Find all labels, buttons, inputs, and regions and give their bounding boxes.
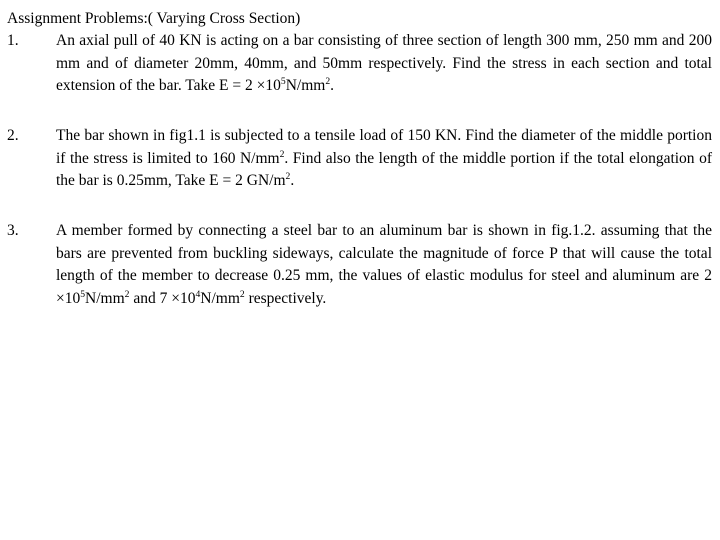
superscript-exponent: 2 [285, 171, 291, 183]
superscript-exponent: 2 [239, 288, 245, 300]
problem-text-segment: A member formed by connecting a steel bar to an aluminum bar is shown in fig.1.2. assuming that the bars are prevented from buckling sideways, calculate the magnitude of force P that will cause the total length of the member to decrease 0.25 mm, the values of elastic modulus for steel and aluminum are 2 ×10 [56, 222, 712, 307]
problem-text-segment: An axial pull of 40 KN is acting on a bar consisting of three section of length 300 mm, 250 mm and 200 mm and of diameter 20mm, 40mm, and 50mm respectively. Find the stress in each section and total extension of the bar. Take E = 2 ×10 [56, 32, 712, 94]
problem-text [56, 125, 712, 193]
superscript-exponent: 2 [124, 288, 130, 300]
problem-text-segment: The bar shown in fig1.1 is subjected to a tensile load of 150 KN. Find the diameter of the middle portion if the stress is limited to 160 N/mm [56, 127, 712, 167]
problem-1 [7, 30, 712, 98]
problem-text-segment: N/mm [285, 77, 326, 94]
superscript-exponent: 5 [80, 288, 86, 300]
problem-text-segment: and 7 ×10 [129, 289, 196, 307]
problem-text-segment: N/mm [200, 289, 240, 307]
problem-text-segment: . [330, 77, 334, 94]
problem-number: 1. [7, 32, 19, 49]
problem-text-segment: N/mm [85, 289, 125, 307]
problem-text-segment: respectively. [244, 289, 327, 307]
problem-3 [7, 220, 712, 310]
superscript-exponent: 4 [195, 288, 201, 300]
page-heading: Assignment Problems:( Varying Cross Section) [7, 10, 301, 27]
superscript-exponent: 2 [279, 148, 285, 160]
problem-text [56, 30, 712, 98]
superscript-exponent: 2 [325, 76, 331, 88]
problem-number: 2. [7, 127, 19, 144]
problem-text [56, 220, 712, 310]
superscript-exponent: 5 [280, 76, 286, 88]
problem-text-segment: . Find also the length of the middle portion if the total elongation of the bar is 0.25mm, Take E = 2 GN/m [56, 149, 712, 189]
problem-2 [7, 125, 712, 193]
problem-text-segment: . [290, 172, 295, 189]
problem-number: 3. [7, 222, 19, 239]
